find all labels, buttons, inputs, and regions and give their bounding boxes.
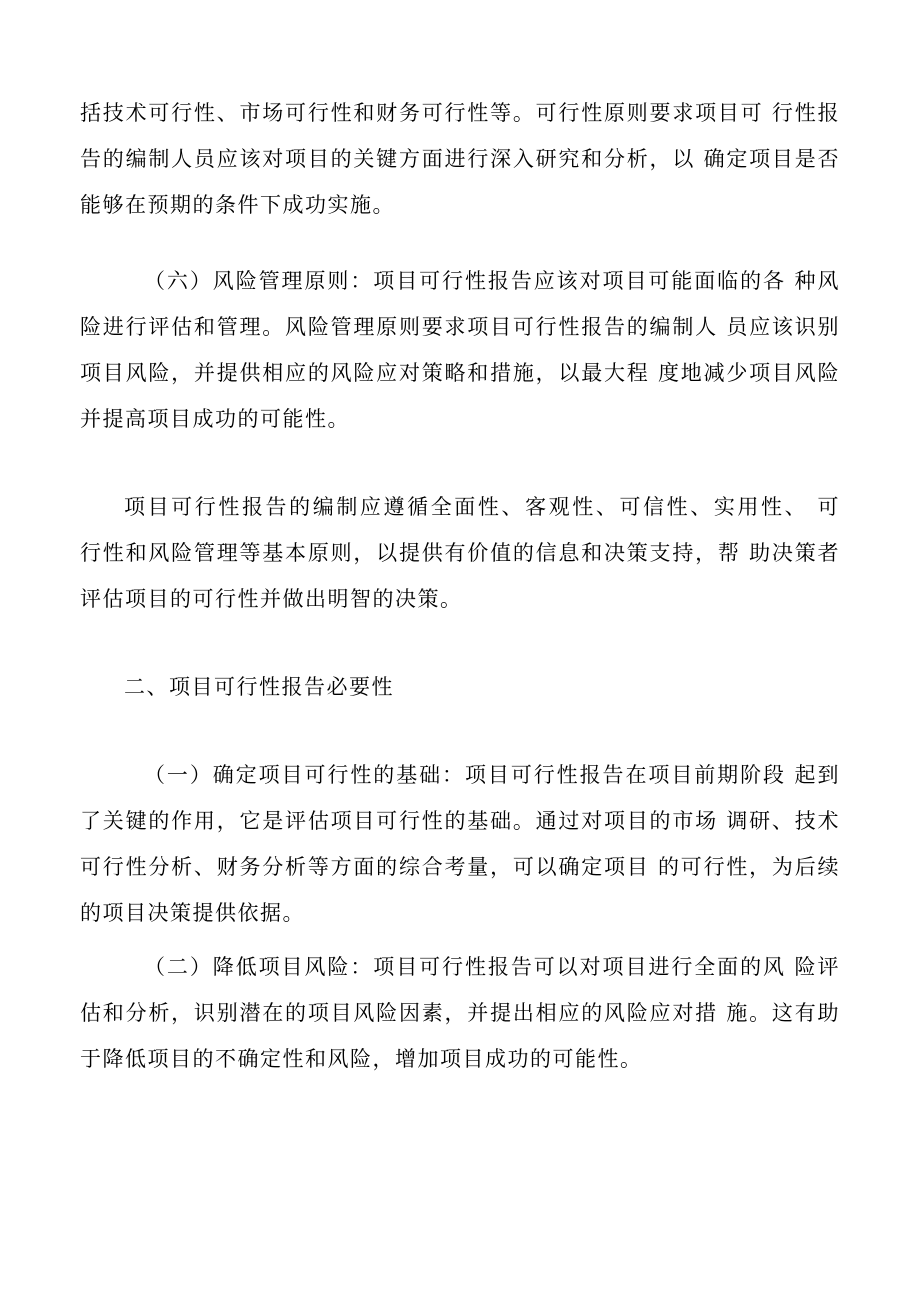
paragraph-feasibility-basis: [80, 752, 840, 936]
text-line: （六）风险管理原则：项目可行性报告应该对项目可能面临的各 种风: [144, 269, 840, 293]
text-line: 险进行评估和管理。风险管理原则要求项目可行性报告的编制人 员应该识别: [80, 315, 840, 339]
text-line: 告的编制人员应该对项目的关键方面进行深入研究和分析，以 确定项目是否: [80, 147, 840, 171]
text-line: 评估项目的可行性并做出明智的决策。: [80, 587, 463, 611]
text-line: （二）降低项目风险：项目可行性报告可以对项目进行全面的风 险评: [144, 955, 840, 979]
text-line: 项目可行性报告的编制应遵循全面性、客观性、可信性、实用性、 可: [124, 495, 840, 519]
text-line: 估和分析，识别潜在的项目风险因素，并提出相应的风险应对措 施。这有助: [80, 1001, 840, 1025]
paragraph-risk-management-principle: [80, 258, 840, 442]
text-line: 的项目决策提供依据。: [80, 901, 305, 925]
paragraph-feasibility-principle: [80, 90, 840, 228]
text-line: 括技术可行性、市场可行性和财务可行性等。可行性原则要求项目可 行性报: [80, 101, 840, 125]
paragraph-summary: [80, 484, 840, 622]
text-line: 可行性分析、财务分析等方面的综合考量，可以确定项目 的可行性，为后续: [80, 855, 840, 879]
text-line: 并提高项目成功的可能性。: [80, 407, 350, 431]
section-heading: 二、项目可行性报告必要性: [124, 675, 394, 699]
text-line: 了关键的作用，它是评估项目可行性的基础。通过对项目的市场 调研、技术: [80, 809, 840, 833]
text-line: 于降低项目的不确定性和风险，增加项目成功的可能性。: [80, 1047, 643, 1071]
text-line: 能够在预期的条件下成功实施。: [80, 193, 395, 217]
text-line: （一）确定项目可行性的基础：项目可行性报告在项目前期阶段 起到: [144, 763, 840, 787]
text-line: 项目风险，并提供相应的风险应对策略和措施，以最大程 度地减少项目风险: [80, 361, 840, 385]
paragraph-reduce-risk: [80, 944, 840, 1082]
text-line: 行性和风险管理等基本原则，以提供有价值的信息和决策支持，帮 助决策者: [80, 541, 840, 565]
